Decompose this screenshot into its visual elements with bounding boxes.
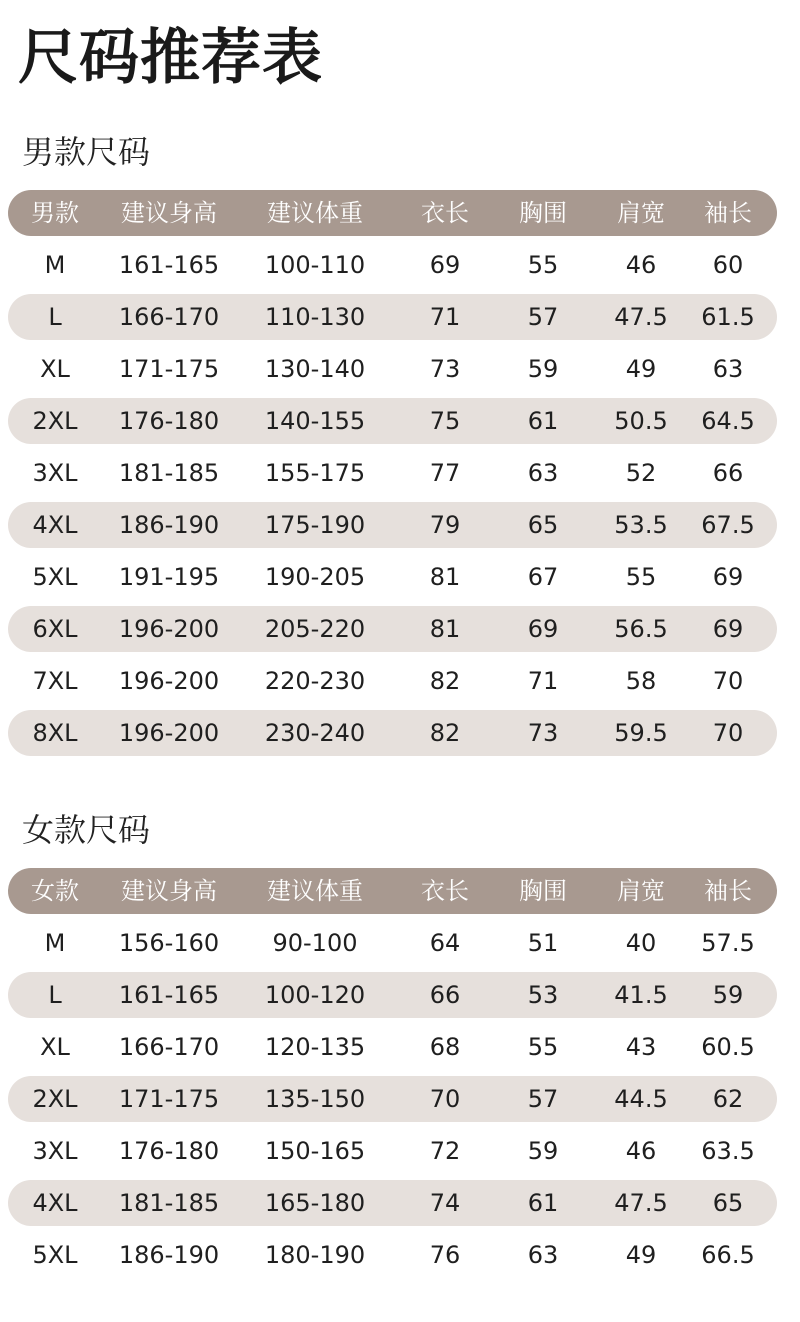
table-cell: 82 xyxy=(429,667,461,695)
column-header: 建议身高 xyxy=(121,877,217,905)
table-cell: 44.5 xyxy=(614,1085,668,1113)
table-cell: 81 xyxy=(429,563,461,591)
table-row xyxy=(8,1128,777,1174)
table-cell: 90-100 xyxy=(272,929,358,957)
column-header: 胸围 xyxy=(519,877,567,905)
column-header: 男款 xyxy=(31,199,79,227)
table-cell: 150-165 xyxy=(264,1137,366,1165)
column-header: 建议体重 xyxy=(267,199,363,227)
table-row xyxy=(8,242,777,288)
table-cell: 66.5 xyxy=(701,1241,755,1269)
column-header: 肩宽 xyxy=(617,877,665,905)
size-label: 4XL xyxy=(32,1189,78,1217)
table-row xyxy=(8,658,777,704)
table-cell: 67.5 xyxy=(701,511,755,539)
table-cell: 61.5 xyxy=(701,303,755,331)
women-table-header xyxy=(8,868,777,914)
table-cell: 100-120 xyxy=(264,981,366,1009)
table-cell: 74 xyxy=(429,1189,461,1217)
table-cell: 56.5 xyxy=(614,615,668,643)
table-cell: 76 xyxy=(429,1241,461,1269)
table-cell: 161-165 xyxy=(118,981,220,1009)
table-cell: 65 xyxy=(712,1189,744,1217)
size-label: 2XL xyxy=(32,1085,78,1113)
size-label: 7XL xyxy=(32,667,78,695)
table-cell: 110-130 xyxy=(264,303,366,331)
table-cell: 60 xyxy=(712,251,744,279)
table-cell: 63 xyxy=(527,1241,559,1269)
size-label: 5XL xyxy=(32,563,78,591)
table-row xyxy=(8,972,777,1018)
table-cell: 49 xyxy=(625,355,657,383)
size-label: M xyxy=(44,251,66,279)
table-cell: 59 xyxy=(527,355,559,383)
table-cell: 61 xyxy=(527,407,559,435)
column-header: 袖长 xyxy=(704,199,752,227)
table-cell: 69 xyxy=(712,563,744,591)
table-row xyxy=(8,1180,777,1226)
size-label: XL xyxy=(40,1033,70,1061)
table-cell: 77 xyxy=(429,459,461,487)
table-row xyxy=(8,1024,777,1070)
table-cell: 58 xyxy=(625,667,657,695)
size-label: 4XL xyxy=(32,511,78,539)
table-cell: 186-190 xyxy=(118,511,220,539)
table-cell: 57.5 xyxy=(701,929,755,957)
table-cell: 176-180 xyxy=(118,407,220,435)
table-cell: 64 xyxy=(429,929,461,957)
table-cell: 63 xyxy=(712,355,744,383)
column-header: 建议身高 xyxy=(121,199,217,227)
table-cell: 230-240 xyxy=(264,719,366,747)
table-cell: 205-220 xyxy=(264,615,366,643)
table-cell: 59 xyxy=(527,1137,559,1165)
table-cell: 69 xyxy=(527,615,559,643)
table-cell: 63 xyxy=(527,459,559,487)
men-section-title: 男款尺码 xyxy=(22,133,151,171)
table-cell: 59.5 xyxy=(614,719,668,747)
table-cell: 68 xyxy=(429,1033,461,1061)
table-cell: 175-190 xyxy=(264,511,366,539)
table-cell: 120-135 xyxy=(264,1033,366,1061)
table-cell: 53.5 xyxy=(614,511,668,539)
table-cell: 191-195 xyxy=(118,563,220,591)
table-cell: 71 xyxy=(527,667,559,695)
women-section-title: 女款尺码 xyxy=(22,811,151,849)
table-cell: 181-185 xyxy=(118,459,220,487)
table-row xyxy=(8,710,777,756)
size-label: 5XL xyxy=(32,1241,78,1269)
table-row xyxy=(8,1076,777,1122)
table-cell: 100-110 xyxy=(264,251,366,279)
table-cell: 55 xyxy=(527,251,559,279)
table-cell: 171-175 xyxy=(118,355,220,383)
table-cell: 73 xyxy=(429,355,461,383)
table-cell: 57 xyxy=(527,303,559,331)
size-label: 3XL xyxy=(32,1137,78,1165)
table-cell: 186-190 xyxy=(118,1241,220,1269)
column-header: 建议体重 xyxy=(267,877,363,905)
table-cell: 64.5 xyxy=(701,407,755,435)
table-cell: 180-190 xyxy=(264,1241,366,1269)
table-cell: 47.5 xyxy=(614,1189,668,1217)
table-cell: 190-205 xyxy=(264,563,366,591)
table-row xyxy=(8,398,777,444)
size-label: M xyxy=(44,929,66,957)
table-cell: 196-200 xyxy=(118,667,220,695)
table-cell: 61 xyxy=(527,1189,559,1217)
column-header: 胸围 xyxy=(519,199,567,227)
table-cell: 82 xyxy=(429,719,461,747)
table-cell: 72 xyxy=(429,1137,461,1165)
table-cell: 155-175 xyxy=(264,459,366,487)
table-cell: 165-180 xyxy=(264,1189,366,1217)
size-label: L xyxy=(48,981,62,1009)
table-cell: 63.5 xyxy=(701,1137,755,1165)
table-cell: 71 xyxy=(429,303,461,331)
table-cell: 43 xyxy=(625,1033,657,1061)
table-cell: 75 xyxy=(429,407,461,435)
size-label: 6XL xyxy=(32,615,78,643)
table-cell: 67 xyxy=(527,563,559,591)
table-cell: 70 xyxy=(712,719,744,747)
table-cell: 65 xyxy=(527,511,559,539)
table-cell: 81 xyxy=(429,615,461,643)
table-cell: 47.5 xyxy=(614,303,668,331)
table-cell: 70 xyxy=(429,1085,461,1113)
table-row xyxy=(8,920,777,966)
table-cell: 66 xyxy=(429,981,461,1009)
table-cell: 73 xyxy=(527,719,559,747)
table-cell: 135-150 xyxy=(264,1085,366,1113)
table-row xyxy=(8,502,777,548)
table-cell: 55 xyxy=(625,563,657,591)
table-cell: 181-185 xyxy=(118,1189,220,1217)
size-label: XL xyxy=(40,355,70,383)
size-label: L xyxy=(48,303,62,331)
table-cell: 40 xyxy=(625,929,657,957)
table-cell: 50.5 xyxy=(614,407,668,435)
column-header: 肩宽 xyxy=(617,199,665,227)
table-cell: 156-160 xyxy=(118,929,220,957)
table-cell: 57 xyxy=(527,1085,559,1113)
size-label: 3XL xyxy=(32,459,78,487)
table-cell: 69 xyxy=(429,251,461,279)
column-header: 衣长 xyxy=(421,877,469,905)
size-label: 2XL xyxy=(32,407,78,435)
table-row xyxy=(8,450,777,496)
table-cell: 60.5 xyxy=(701,1033,755,1061)
table-cell: 70 xyxy=(712,667,744,695)
column-header: 女款 xyxy=(31,877,79,905)
table-row xyxy=(8,554,777,600)
table-cell: 171-175 xyxy=(118,1085,220,1113)
column-header: 衣长 xyxy=(421,199,469,227)
table-cell: 79 xyxy=(429,511,461,539)
table-cell: 66 xyxy=(712,459,744,487)
table-cell: 41.5 xyxy=(614,981,668,1009)
men-table-header xyxy=(8,190,777,236)
table-cell: 196-200 xyxy=(118,719,220,747)
table-cell: 46 xyxy=(625,1137,657,1165)
column-header: 袖长 xyxy=(704,877,752,905)
table-cell: 130-140 xyxy=(264,355,366,383)
table-cell: 53 xyxy=(527,981,559,1009)
table-cell: 59 xyxy=(712,981,744,1009)
table-cell: 51 xyxy=(527,929,559,957)
table-cell: 49 xyxy=(625,1241,657,1269)
table-row xyxy=(8,346,777,392)
table-cell: 196-200 xyxy=(118,615,220,643)
table-cell: 140-155 xyxy=(264,407,366,435)
table-row xyxy=(8,294,777,340)
table-cell: 166-170 xyxy=(118,303,220,331)
size-label: 8XL xyxy=(32,719,78,747)
table-cell: 220-230 xyxy=(264,667,366,695)
table-cell: 55 xyxy=(527,1033,559,1061)
table-row xyxy=(8,606,777,652)
table-cell: 52 xyxy=(625,459,657,487)
table-cell: 46 xyxy=(625,251,657,279)
table-cell: 166-170 xyxy=(118,1033,220,1061)
table-cell: 69 xyxy=(712,615,744,643)
table-cell: 161-165 xyxy=(118,251,220,279)
table-cell: 62 xyxy=(712,1085,744,1113)
men-size-table xyxy=(8,190,777,762)
page-title: 尺码推荐表 xyxy=(18,23,323,93)
women-size-table xyxy=(8,868,777,1284)
table-cell: 176-180 xyxy=(118,1137,220,1165)
table-row xyxy=(8,1232,777,1278)
